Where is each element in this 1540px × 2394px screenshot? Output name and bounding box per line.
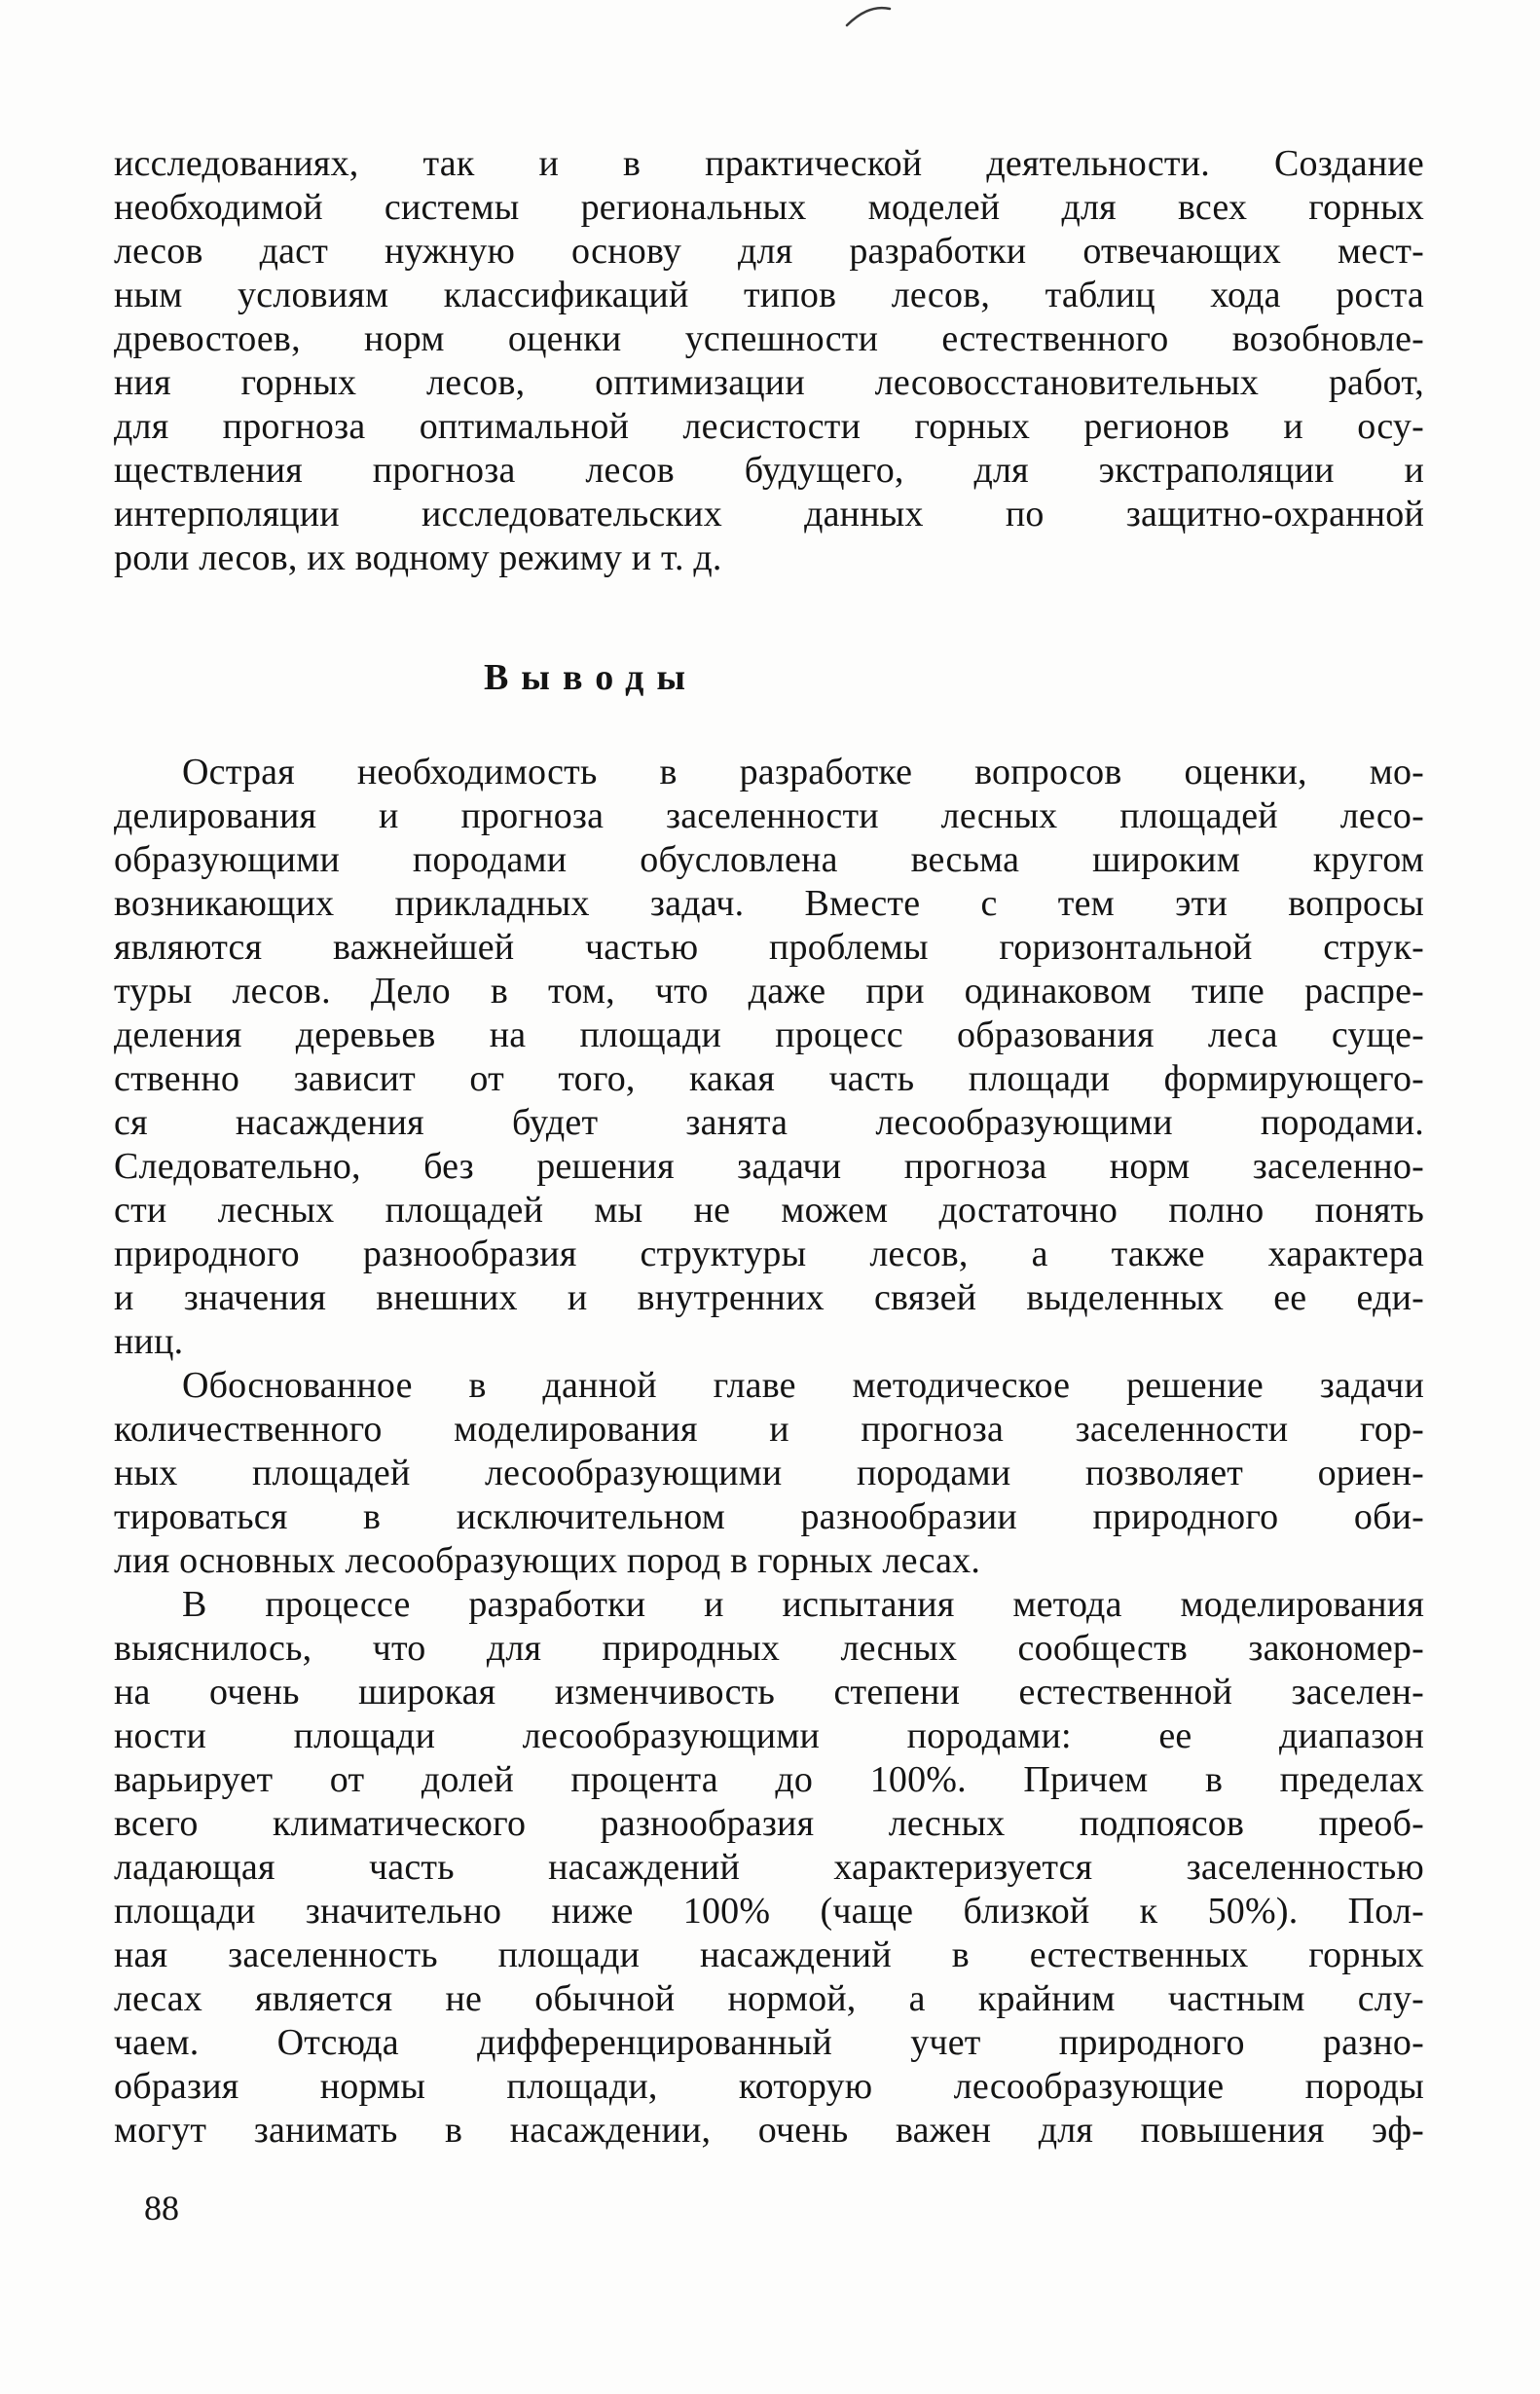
text-line: интерполяции исследовательских данных по защитно-охранной xyxy=(114,494,1424,534)
scan-artifact-mark xyxy=(845,2,892,27)
text-line: В процессе разработки и испытания метода моделирования xyxy=(182,1584,1424,1625)
text-line: всего климатического разнообразия лесных подпоясов преоб- xyxy=(114,1803,1424,1844)
text-line: необходимой системы региональных моделей для всех горных xyxy=(114,187,1424,228)
text-line: Острая необходимость в разработке вопросов оценки, мо- xyxy=(182,752,1424,792)
text-line: ния горных лесов, оптимизации лесовосстановительных работ, xyxy=(114,362,1424,403)
text-line: древостоев, норм оценки успешности естественного возобновле- xyxy=(114,318,1424,359)
section-heading-conclusions: Выводы xyxy=(483,657,699,698)
text-line: лесов даст нужную основу для разработки отвечающих мест- xyxy=(114,231,1424,272)
paragraph-conclusions-2 xyxy=(114,1364,1424,1583)
text-line: ниц. xyxy=(114,1321,184,1362)
text-line: ществления прогноза лесов будущего, для экстраполяции и xyxy=(114,450,1424,491)
text-line: сти лесных площадей мы не можем достаточно полно понять xyxy=(114,1190,1424,1231)
text-line: количественного моделирования и прогноза заселенности гор- xyxy=(114,1409,1424,1450)
text-line: ности площади лесообразующими породами: ее диапазон xyxy=(114,1715,1424,1756)
text-line: Обоснованное в данной главе методическое решение задачи xyxy=(182,1365,1424,1406)
text-line: деления деревьев на площади процесс образования леса суще- xyxy=(114,1014,1424,1055)
paragraph-intro xyxy=(114,142,1424,580)
text-line: могут занимать в насаждении, очень важен для повышения эф- xyxy=(114,2110,1424,2151)
text-line: ладающая часть насаждений характеризуется заселенностью xyxy=(114,1847,1424,1888)
text-line: лесах является не обычной нормой, а крайним частным слу- xyxy=(114,1978,1424,2019)
text-line: возникающих прикладных задач. Вместе с тем эти вопросы xyxy=(114,883,1424,924)
text-line: Следовательно, без решения задачи прогноза норм заселенно- xyxy=(114,1146,1424,1187)
text-block xyxy=(114,142,1424,2153)
text-line: варьирует от долей процента до 100%. Причем в пределах xyxy=(114,1759,1424,1800)
text-line: тироваться в исключительном разнообразии природного оби- xyxy=(114,1496,1424,1537)
text-line: образующими породами обусловлена весьма широким кругом xyxy=(114,839,1424,880)
text-line: роли лесов, их водному режиму и т. д. xyxy=(114,537,722,578)
text-line: делирования и прогноза заселенности лесных площадей лесо- xyxy=(114,795,1424,836)
text-line: ся насаждения будет занята лесообразующими породами. xyxy=(114,1102,1424,1143)
text-line: на очень широкая изменчивость степени естественной заселен- xyxy=(114,1672,1424,1713)
paragraph-conclusions-3 xyxy=(114,1583,1424,2153)
text-line: природного разнообразия структуры лесов, а также характера xyxy=(114,1234,1424,1274)
text-line: образия нормы площади, которую лесообразующие породы xyxy=(114,2066,1424,2107)
text-line: ных площадей лесообразующими породами позволяет ориен- xyxy=(114,1453,1424,1493)
text-line: являются важнейшей частью проблемы горизонтальной струк- xyxy=(114,927,1424,968)
text-line: ственно зависит от того, какая часть площади формирующего- xyxy=(114,1058,1424,1099)
text-line: туры лесов. Дело в том, что даже при одинаковом типе распре- xyxy=(114,971,1424,1012)
text-line: ная заселенность площади насаждений в естественных горных xyxy=(114,1934,1424,1975)
text-line: для прогноза оптимальной лесистости горных регионов и осу- xyxy=(114,406,1424,447)
text-line: выяснилось, что для природных лесных сообществ закономер- xyxy=(114,1628,1424,1669)
text-line: ным условиям классификаций типов лесов, таблиц хода роста xyxy=(114,275,1424,315)
text-line: площади значительно ниже 100% (чаще близкой к 50%). Пол- xyxy=(114,1891,1424,1932)
paragraph-conclusions-1 xyxy=(114,751,1424,1364)
text-line: и значения внешних и внутренних связей выделенных ее еди- xyxy=(114,1277,1424,1318)
text-line: лия основных лесообразующих пород в горных лесах. xyxy=(114,1540,981,1581)
text-line: исследованиях, так и в практической деятельности. Создание xyxy=(114,143,1424,184)
text-line: чаем. Отсюда дифференцированный учет природного разно- xyxy=(114,2022,1424,2063)
page-number: 88 xyxy=(144,2189,179,2228)
